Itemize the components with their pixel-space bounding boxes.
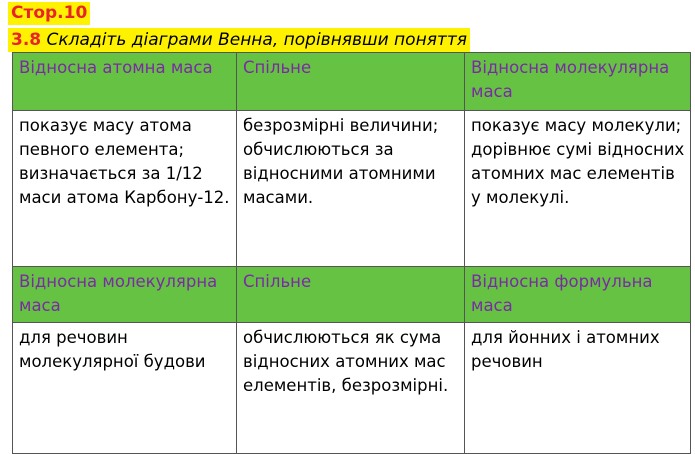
page-title: Стор.10 — [8, 2, 90, 25]
content-row-2 — [13, 323, 691, 454]
task-number: 3.8 — [11, 30, 42, 50]
content-row-1 — [13, 111, 691, 267]
task-text: Складіть діаграми Венна, порівнявши поняття — [46, 30, 467, 50]
cell-molecular-mass-description: показує масу молекули; дорівнює сумі відносних атомних мас елементів у молекулі. — [465, 111, 691, 267]
cell-common-description-2: обчислюються як сума відносних атомних мас елементів, безрозмірні. — [237, 323, 465, 454]
header-cell-relative-formula-mass: Відносна формульна маса — [465, 267, 691, 323]
cell-ionic-atomic-substances: для йонних і атомних речовин — [465, 323, 691, 454]
header-cell-common: Спільне — [237, 53, 465, 111]
header-cell-relative-molecular-mass-2: Відносна молекулярна маса — [13, 267, 237, 323]
task-heading — [8, 28, 470, 52]
comparison-table — [12, 52, 691, 454]
cell-molecular-substances: для речовин молекулярної будови — [13, 323, 237, 454]
header-cell-common-2: Спільне — [237, 267, 465, 323]
cell-common-description: безрозмірні величини; обчислюються за відносними атомними масами. — [237, 111, 465, 267]
cell-atomic-mass-description: показує масу атома певного елемента; визначається за 1/12 маси атома Карбону-12. — [13, 111, 237, 267]
header-row-1 — [13, 53, 691, 111]
header-row-2 — [13, 267, 691, 323]
header-cell-relative-atomic-mass: Відносна атомна маса — [13, 53, 237, 111]
header-cell-relative-molecular-mass: Відносна молекулярна маса — [465, 53, 691, 111]
